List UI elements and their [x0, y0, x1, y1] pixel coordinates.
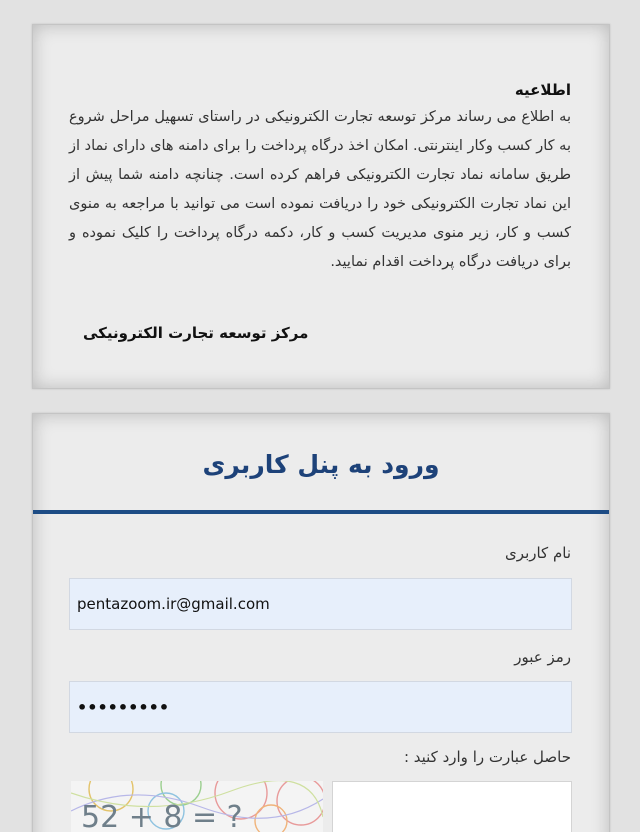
captcha-image [71, 781, 323, 832]
captcha-label: حاصل عبارت را وارد کنید : [403, 748, 571, 766]
notice-panel [32, 24, 610, 389]
login-header [33, 414, 609, 514]
notice-content [69, 79, 571, 277]
login-panel [32, 413, 610, 832]
username-input[interactable] [69, 578, 572, 630]
captcha-text: 52 + 8 = ? [81, 800, 243, 832]
notice-body: به اطلاع می رساند مرکز توسعه تجارت الکترونیکی در راستای تسهیل مراحل شروع به کار کسب وکار اینترنتی. امکان اخذ درگاه پرداخت را برای دامنه های دارای نماد از طریق سامانه نماد تجارت الکترونیکی فراهم کرده است. چنانچه دامنه شما پیش از این نماد تجارت الکترونیکی خود را دریافت نموده است می توانید با مراجعه به منوی کسب و کار، زیر منوی مدیریت کسب و کار، دکمه درگاه پرداخت را کلیک نموده و برای دریافت درگاه پرداخت اقدام نمایید. [69, 109, 571, 270]
notice-signature: مرکز توسعه تجارت الکترونیکی [83, 324, 309, 342]
username-label: نام کاربری [505, 544, 571, 562]
password-input[interactable] [69, 681, 572, 733]
captcha-noise [71, 781, 323, 832]
notice-title: اطلاعیه [514, 81, 571, 99]
login-title: ورود به پنل کاربری [202, 449, 440, 479]
captcha-input[interactable] [332, 781, 572, 832]
password-label: رمز عبور [514, 648, 571, 666]
